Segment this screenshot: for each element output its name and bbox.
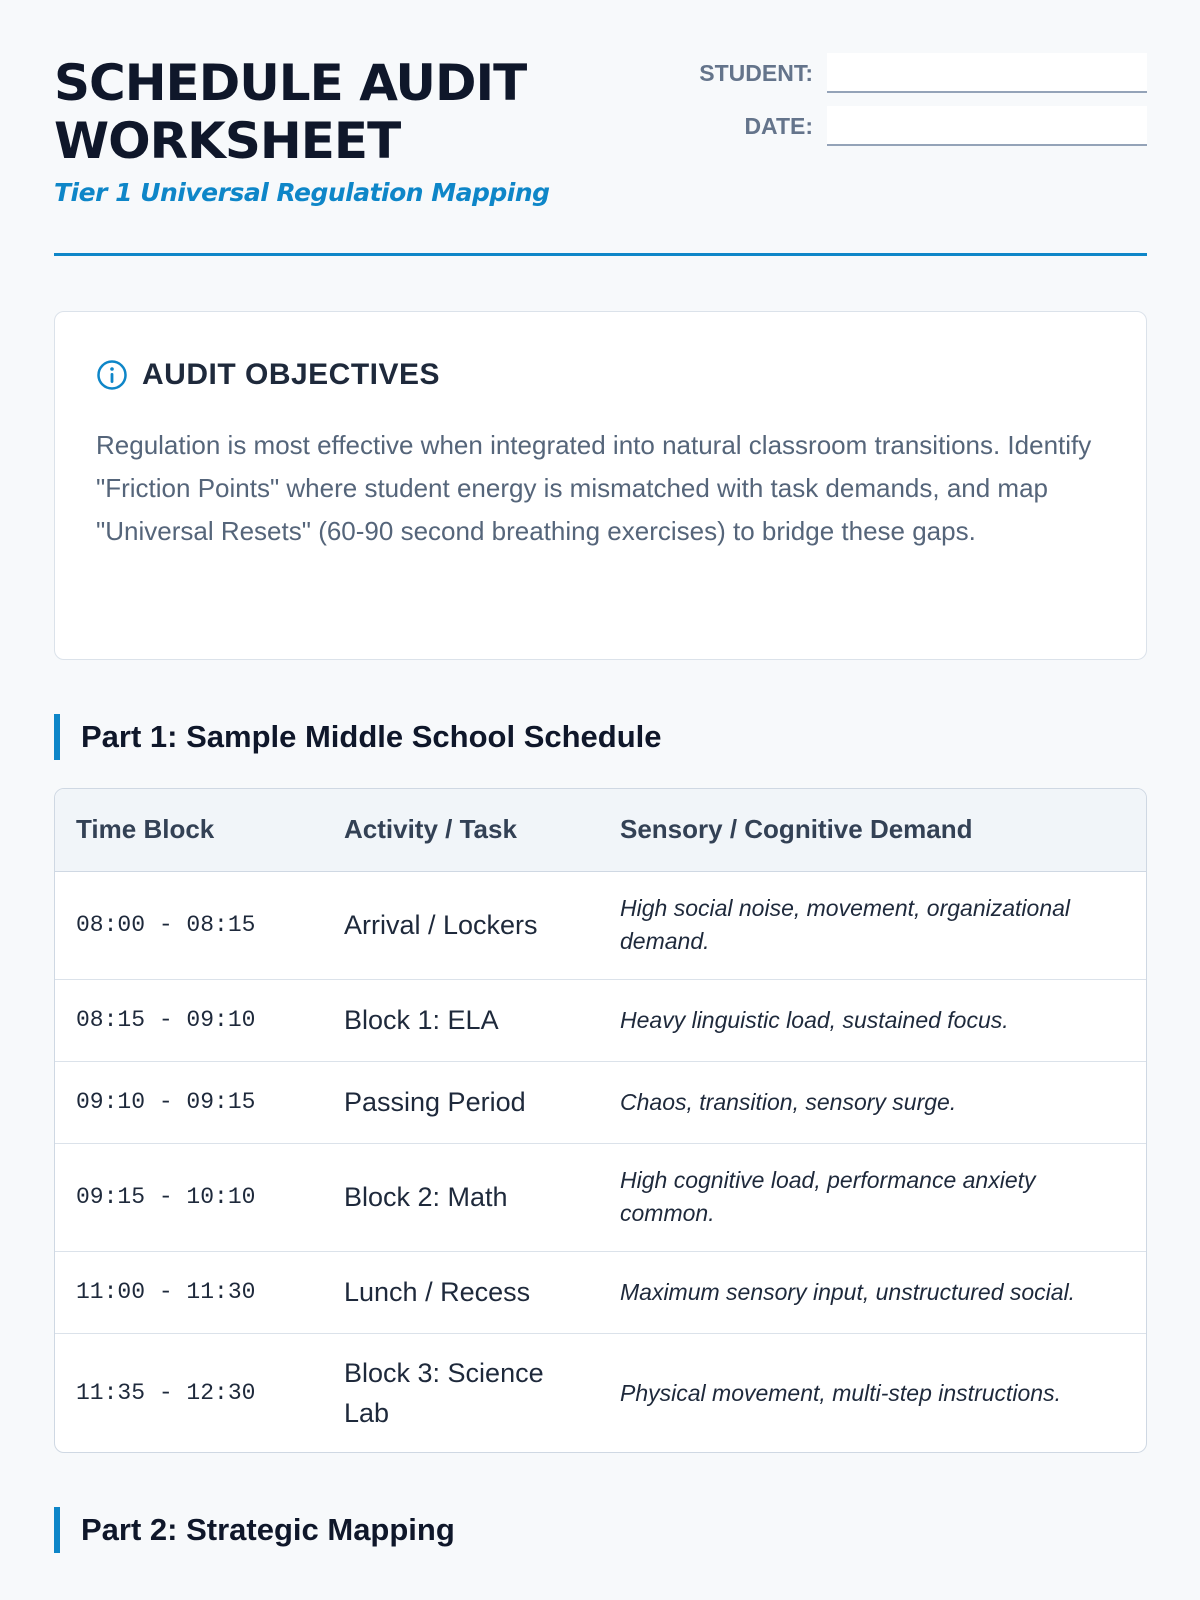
part2-heading: Part 2: Strategic Mapping	[54, 1507, 455, 1553]
time-cell: 08:00 - 08:15	[55, 871, 327, 979]
table-row	[55, 1143, 1146, 1251]
audit-objectives-header	[96, 358, 440, 392]
audit-objectives-card	[54, 311, 1147, 660]
table-row	[55, 1333, 1146, 1453]
column-header-activity: Activity / Task	[327, 789, 599, 871]
column-header-time: Time Block	[55, 789, 327, 871]
date-label: DATE:	[744, 112, 813, 139]
date-input[interactable]	[827, 106, 1147, 146]
activity-cell: Block 3: Science Lab	[344, 1358, 544, 1429]
schedule-table	[55, 789, 1146, 1453]
audit-objectives-text: Regulation is most effective when integrated into natural classroom transitions. Identify "Friction Points" where student energy is mismatched with task demands, and map "Universal Resets" (60-90 second breathing exercises) to bridge these gaps.	[96, 430, 1092, 546]
table-row	[55, 871, 1146, 979]
student-input[interactable]	[827, 53, 1147, 93]
part1-heading: Part 1: Sample Middle School Schedule	[54, 714, 662, 760]
activity-cell: Lunch / Recess	[327, 1251, 599, 1333]
page-title: SCHEDULE AUDIT WORKSHEET	[54, 54, 527, 170]
demand-cell: Heavy linguistic load, sustained focus.	[599, 979, 1146, 1061]
student-label: STUDENT:	[699, 59, 813, 86]
table-row	[55, 979, 1146, 1061]
activity-cell: Block 1: ELA	[327, 979, 599, 1061]
time-cell: 08:15 - 09:10	[55, 979, 327, 1061]
time-cell: 09:10 - 09:15	[55, 1061, 327, 1143]
activity-cell: Block 2: Math	[327, 1143, 599, 1251]
demand-cell: Chaos, transition, sensory surge.	[599, 1061, 1146, 1143]
time-cell: 11:35 - 12:30	[76, 1380, 256, 1407]
activity-cell: Arrival / Lockers	[327, 871, 599, 979]
page-subtitle: Tier 1 Universal Regulation Mapping	[54, 178, 550, 207]
table-header-row	[55, 789, 1146, 871]
demand-cell: High social noise, movement, organizational demand.	[599, 871, 1146, 979]
worksheet-header	[54, 0, 1147, 256]
table-row	[55, 1061, 1146, 1143]
student-field-row	[687, 53, 1147, 93]
time-cell: 09:15 - 10:10	[55, 1143, 327, 1251]
demand-cell: Physical movement, multi-step instructions.	[620, 1379, 1061, 1406]
info-icon	[96, 359, 128, 391]
demand-cell: High cognitive load, performance anxiety common.	[599, 1143, 1146, 1251]
activity-cell: Passing Period	[327, 1061, 599, 1143]
worksheet-page	[54, 0, 1147, 1547]
date-field-row	[687, 106, 1147, 146]
table-row	[55, 1251, 1146, 1333]
demand-cell: Maximum sensory input, unstructured social.	[599, 1251, 1146, 1333]
time-cell: 11:00 - 11:30	[55, 1251, 327, 1333]
schedule-table-container	[54, 788, 1147, 1453]
column-header-demand: Sensory / Cognitive Demand	[599, 789, 1146, 871]
audit-objectives-title: AUDIT OBJECTIVES	[142, 358, 441, 391]
